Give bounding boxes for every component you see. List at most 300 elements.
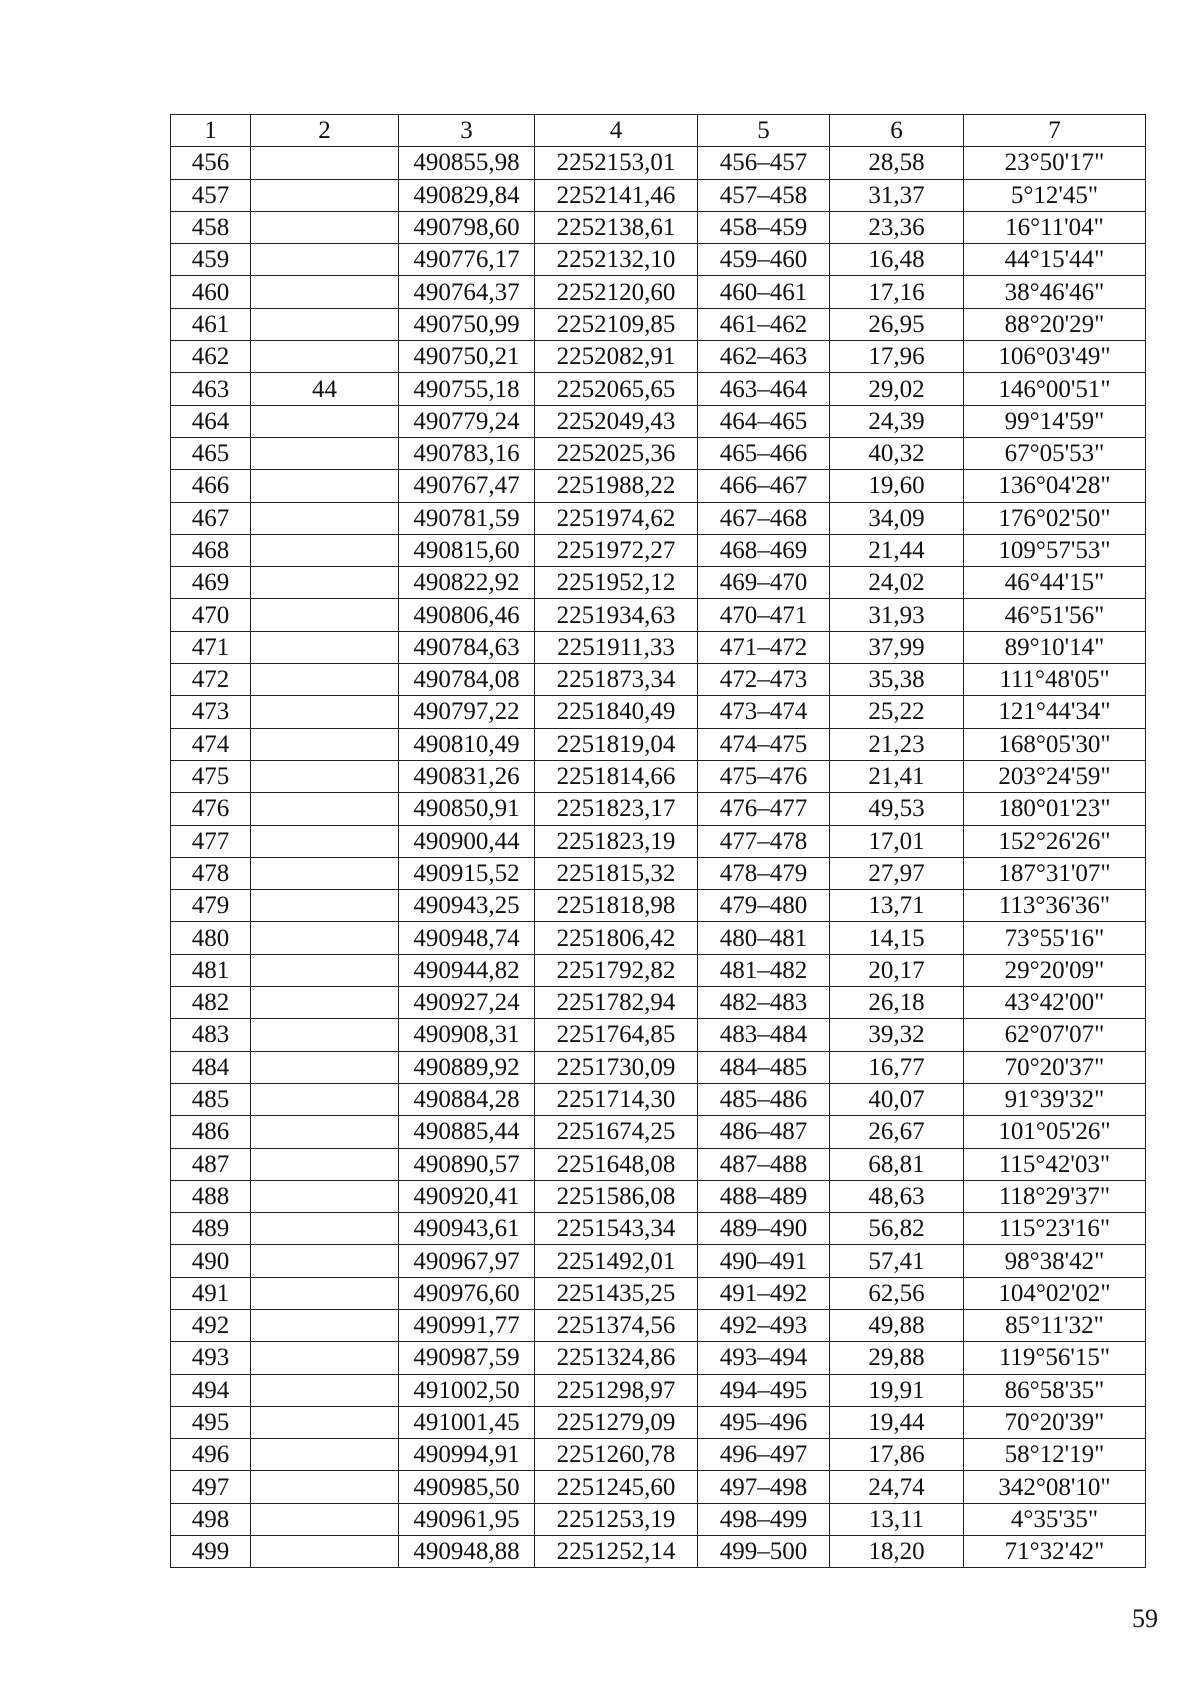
table-cell: 459 (171, 244, 251, 276)
table-cell: 2251260,78 (535, 1439, 698, 1471)
table-cell: 470 (171, 599, 251, 631)
table-cell: 490985,50 (399, 1471, 535, 1503)
table-cell: 481 (171, 954, 251, 986)
table-cell: 493 (171, 1342, 251, 1374)
table-cell: 466–467 (698, 470, 830, 502)
table-row (171, 1051, 1146, 1083)
table-cell: 35,38 (830, 664, 964, 696)
table-cell: 49,53 (830, 793, 964, 825)
table-cell: 490797,22 (399, 696, 535, 728)
table-row (171, 470, 1146, 502)
table-cell: 2252120,60 (535, 276, 698, 308)
table-header-row (171, 115, 1146, 147)
table-cell: 24,02 (830, 567, 964, 599)
table-cell: 2251814,66 (535, 760, 698, 792)
table-row (171, 728, 1146, 760)
table-cell (251, 211, 399, 243)
table-cell (251, 890, 399, 922)
table-cell: 496–497 (698, 1439, 830, 1471)
table-cell: 490915,52 (399, 857, 535, 889)
table-cell: 492 (171, 1309, 251, 1341)
table-cell: 490783,16 (399, 437, 535, 469)
table-cell: 342°08'10" (964, 1471, 1146, 1503)
table-cell: 37,99 (830, 631, 964, 663)
table-cell: 494 (171, 1374, 251, 1406)
table-cell (251, 567, 399, 599)
table-cell: 482–483 (698, 987, 830, 1019)
table-cell (251, 1213, 399, 1245)
table-cell: 2251492,01 (535, 1245, 698, 1277)
table-cell: 479–480 (698, 890, 830, 922)
table-cell: 34,09 (830, 502, 964, 534)
table-cell: 490750,21 (399, 341, 535, 373)
table-cell: 477–478 (698, 825, 830, 857)
table-cell: 485 (171, 1083, 251, 1115)
table-cell: 57,41 (830, 1245, 964, 1277)
coordinates-table (170, 114, 1146, 1568)
table-cell: 482 (171, 987, 251, 1019)
table-cell: 16,77 (830, 1051, 964, 1083)
table-cell: 462 (171, 341, 251, 373)
table-cell: 26,18 (830, 987, 964, 1019)
table-cell: 2251806,42 (535, 922, 698, 954)
table-row (171, 437, 1146, 469)
table-cell: 473 (171, 696, 251, 728)
table-cell (251, 1116, 399, 1148)
table-cell: 458–459 (698, 211, 830, 243)
table-cell: 464–465 (698, 405, 830, 437)
table-row (171, 567, 1146, 599)
table-cell: 494–495 (698, 1374, 830, 1406)
table-cell (251, 857, 399, 889)
table-cell: 2251253,19 (535, 1503, 698, 1535)
table-cell (251, 825, 399, 857)
table-cell: 490 (171, 1245, 251, 1277)
table-row (171, 147, 1146, 179)
table-row (171, 1406, 1146, 1438)
table-cell: 23°50'17" (964, 147, 1146, 179)
table-row (171, 825, 1146, 857)
table-cell: 493–494 (698, 1342, 830, 1374)
table-cell: 490810,49 (399, 728, 535, 760)
table-cell: 469 (171, 567, 251, 599)
table-cell: 16,48 (830, 244, 964, 276)
table-cell: 26,67 (830, 1116, 964, 1148)
table-cell: 119°56'15" (964, 1342, 1146, 1374)
table-cell: 104°02'02" (964, 1277, 1146, 1309)
table-cell: 2251298,97 (535, 1374, 698, 1406)
table-cell: 21,41 (830, 760, 964, 792)
table-cell: 490967,97 (399, 1245, 535, 1277)
table-cell: 490855,98 (399, 147, 535, 179)
table-cell: 68,81 (830, 1148, 964, 1180)
table-cell: 2252109,85 (535, 308, 698, 340)
table-cell: 488–489 (698, 1180, 830, 1212)
table-cell: 29,02 (830, 373, 964, 405)
table-cell: 2251911,33 (535, 631, 698, 663)
table-cell: 463–464 (698, 373, 830, 405)
table-cell: 484 (171, 1051, 251, 1083)
table-cell: 29,88 (830, 1342, 964, 1374)
table-cell (251, 1342, 399, 1374)
table-cell: 490991,77 (399, 1309, 535, 1341)
table-cell: 4°35'35" (964, 1503, 1146, 1535)
table-cell: 456 (171, 147, 251, 179)
table-cell: 118°29'37" (964, 1180, 1146, 1212)
table-cell: 457 (171, 179, 251, 211)
table-cell: 484–485 (698, 1051, 830, 1083)
table-cell: 457–458 (698, 179, 830, 211)
table-row (171, 1342, 1146, 1374)
table-row (171, 341, 1146, 373)
table-cell: 2251840,49 (535, 696, 698, 728)
table-row (171, 1309, 1146, 1341)
table-cell: 490987,59 (399, 1342, 535, 1374)
table-cell: 463 (171, 373, 251, 405)
table-cell (251, 179, 399, 211)
table-cell: 2251714,30 (535, 1083, 698, 1115)
table-cell (251, 1536, 399, 1568)
table-cell: 73°55'16" (964, 922, 1146, 954)
table-cell: 67°05'53" (964, 437, 1146, 469)
table-cell: 2251648,08 (535, 1148, 698, 1180)
table-row (171, 308, 1146, 340)
table-cell: 474 (171, 728, 251, 760)
table-cell: 460–461 (698, 276, 830, 308)
table-cell: 17,86 (830, 1439, 964, 1471)
table-cell: 5°12'45" (964, 179, 1146, 211)
table-cell (251, 502, 399, 534)
table-cell (251, 1180, 399, 1212)
table-cell: 44 (251, 373, 399, 405)
table-cell (251, 599, 399, 631)
table-cell: 91°39'32" (964, 1083, 1146, 1115)
table-cell: 2252065,65 (535, 373, 698, 405)
table-row (171, 534, 1146, 566)
table-cell: 485–486 (698, 1083, 830, 1115)
table-row (171, 1019, 1146, 1051)
table-cell: 476–477 (698, 793, 830, 825)
table-row (171, 760, 1146, 792)
table-cell: 31,93 (830, 599, 964, 631)
table-cell (251, 534, 399, 566)
table-cell (251, 922, 399, 954)
table-cell: 489–490 (698, 1213, 830, 1245)
table-cell: 113°36'36" (964, 890, 1146, 922)
table-cell: 2251873,34 (535, 664, 698, 696)
table-cell (251, 341, 399, 373)
table-cell: 490884,28 (399, 1083, 535, 1115)
table-row (171, 1180, 1146, 1212)
table-cell: 499 (171, 1536, 251, 1568)
table-cell: 490822,92 (399, 567, 535, 599)
table-cell: 490850,91 (399, 793, 535, 825)
table-row (171, 1148, 1146, 1180)
table-cell: 62,56 (830, 1277, 964, 1309)
table-cell: 490755,18 (399, 373, 535, 405)
table-cell: 2251815,32 (535, 857, 698, 889)
table-cell: 475 (171, 760, 251, 792)
table-cell: 479 (171, 890, 251, 922)
table-cell: 490976,60 (399, 1277, 535, 1309)
table-cell (251, 244, 399, 276)
table-cell: 490961,95 (399, 1503, 535, 1535)
table-cell: 488 (171, 1180, 251, 1212)
table-cell (251, 147, 399, 179)
column-header-5: 5 (698, 115, 830, 147)
table-cell (251, 1374, 399, 1406)
table-cell: 486–487 (698, 1116, 830, 1148)
table-cell: 31,37 (830, 179, 964, 211)
table-cell: 24,39 (830, 405, 964, 437)
table-cell: 46°51'56" (964, 599, 1146, 631)
table-cell (251, 987, 399, 1019)
table-cell: 2251952,12 (535, 567, 698, 599)
table-cell: 2251818,98 (535, 890, 698, 922)
table-cell: 27,97 (830, 857, 964, 889)
table-row (171, 1116, 1146, 1148)
table-cell: 2251252,14 (535, 1536, 698, 1568)
table-cell: 465–466 (698, 437, 830, 469)
table-cell: 98°38'42" (964, 1245, 1146, 1277)
table-cell (251, 664, 399, 696)
table-cell: 2252141,46 (535, 179, 698, 211)
column-header-7: 7 (964, 115, 1146, 147)
table-cell: 2252082,91 (535, 341, 698, 373)
table-cell: 106°03'49" (964, 341, 1146, 373)
table-cell: 470–471 (698, 599, 830, 631)
table-cell: 2251823,19 (535, 825, 698, 857)
table-cell: 19,60 (830, 470, 964, 502)
table-cell: 2251374,56 (535, 1309, 698, 1341)
table-cell: 70°20'39" (964, 1406, 1146, 1438)
table-cell: 490831,26 (399, 760, 535, 792)
table-cell: 490927,24 (399, 987, 535, 1019)
table-row (171, 1536, 1146, 1568)
table-cell: 24,74 (830, 1471, 964, 1503)
table-cell (251, 1083, 399, 1115)
table-cell: 88°20'29" (964, 308, 1146, 340)
table-row (171, 793, 1146, 825)
table-cell: 490948,88 (399, 1536, 535, 1568)
table-cell (251, 696, 399, 728)
table-cell: 483–484 (698, 1019, 830, 1051)
table-cell: 461–462 (698, 308, 830, 340)
table-cell: 466 (171, 470, 251, 502)
table-cell: 2252049,43 (535, 405, 698, 437)
table-cell: 474–475 (698, 728, 830, 760)
table-cell: 490798,60 (399, 211, 535, 243)
table-cell: 490784,08 (399, 664, 535, 696)
table-cell: 16°11'04" (964, 211, 1146, 243)
table-cell: 2251974,62 (535, 502, 698, 534)
table-cell: 89°10'14" (964, 631, 1146, 663)
table-cell (251, 437, 399, 469)
table-cell: 28,58 (830, 147, 964, 179)
table-row (171, 1245, 1146, 1277)
table-body (171, 147, 1146, 1568)
table-cell: 471–472 (698, 631, 830, 663)
table-cell (251, 1471, 399, 1503)
table-cell: 2251586,08 (535, 1180, 698, 1212)
table-cell: 472–473 (698, 664, 830, 696)
table-cell: 187°31'07" (964, 857, 1146, 889)
table-cell: 490948,74 (399, 922, 535, 954)
table-cell: 62°07'07" (964, 1019, 1146, 1051)
table-row (171, 373, 1146, 405)
table-cell: 490943,25 (399, 890, 535, 922)
table-cell: 14,15 (830, 922, 964, 954)
table-cell: 491 (171, 1277, 251, 1309)
table-cell (251, 728, 399, 760)
table-cell: 99°14'59" (964, 405, 1146, 437)
table-cell: 115°42'03" (964, 1148, 1146, 1180)
table-cell: 21,23 (830, 728, 964, 760)
table-cell: 496 (171, 1439, 251, 1471)
table-cell (251, 1051, 399, 1083)
table-cell: 2252025,36 (535, 437, 698, 469)
table-cell: 2252138,61 (535, 211, 698, 243)
table-cell: 490943,61 (399, 1213, 535, 1245)
table-cell: 471 (171, 631, 251, 663)
table-cell (251, 276, 399, 308)
table-cell: 481–482 (698, 954, 830, 986)
table-cell: 464 (171, 405, 251, 437)
table-cell: 490779,24 (399, 405, 535, 437)
table-cell: 2251934,63 (535, 599, 698, 631)
table-cell: 49,88 (830, 1309, 964, 1341)
table-cell: 152°26'26" (964, 825, 1146, 857)
table-cell: 462–463 (698, 341, 830, 373)
table-cell: 2251972,27 (535, 534, 698, 566)
table-cell: 2251823,17 (535, 793, 698, 825)
table-cell: 467–468 (698, 502, 830, 534)
table-cell: 2251435,25 (535, 1277, 698, 1309)
table-row (171, 1471, 1146, 1503)
table-row (171, 922, 1146, 954)
table-cell: 456–457 (698, 147, 830, 179)
table-row (171, 1503, 1146, 1535)
table-cell: 86°58'35" (964, 1374, 1146, 1406)
table-cell: 121°44'34" (964, 696, 1146, 728)
table-cell: 490784,63 (399, 631, 535, 663)
table-cell: 491002,50 (399, 1374, 535, 1406)
table-cell (251, 405, 399, 437)
table-row (171, 631, 1146, 663)
table-cell: 29°20'09" (964, 954, 1146, 986)
table-cell (251, 1245, 399, 1277)
table-cell: 497–498 (698, 1471, 830, 1503)
table-cell (251, 1019, 399, 1051)
page-number: 59 (1132, 1604, 1158, 1633)
table-row (171, 1439, 1146, 1471)
table-cell: 495 (171, 1406, 251, 1438)
table-cell: 467 (171, 502, 251, 534)
table-cell: 43°42'00" (964, 987, 1146, 1019)
table-row (171, 890, 1146, 922)
table-cell (251, 1503, 399, 1535)
table-cell: 101°05'26" (964, 1116, 1146, 1148)
table-cell (251, 1277, 399, 1309)
table-cell: 2251324,86 (535, 1342, 698, 1374)
table-cell: 468–469 (698, 534, 830, 566)
table-cell: 2252132,10 (535, 244, 698, 276)
table-cell: 180°01'23" (964, 793, 1146, 825)
table-cell: 2251819,04 (535, 728, 698, 760)
table-cell: 17,16 (830, 276, 964, 308)
table-cell: 499–500 (698, 1536, 830, 1568)
table-cell: 490908,31 (399, 1019, 535, 1051)
table-cell: 476 (171, 793, 251, 825)
table-row (171, 1213, 1146, 1245)
table-cell: 460 (171, 276, 251, 308)
table-cell: 85°11'32" (964, 1309, 1146, 1341)
table-cell: 490890,57 (399, 1148, 535, 1180)
table-cell: 2251792,82 (535, 954, 698, 986)
table-row (171, 179, 1146, 211)
table-cell: 477 (171, 825, 251, 857)
table-cell: 2251674,25 (535, 1116, 698, 1148)
table-cell: 44°15'44" (964, 244, 1146, 276)
table-cell: 490829,84 (399, 179, 535, 211)
table-cell: 483 (171, 1019, 251, 1051)
table-cell: 487 (171, 1148, 251, 1180)
table-cell: 168°05'30" (964, 728, 1146, 760)
table-cell (251, 1439, 399, 1471)
table-cell: 2251782,94 (535, 987, 698, 1019)
table-cell: 13,11 (830, 1503, 964, 1535)
table-cell: 2251988,22 (535, 470, 698, 502)
table-cell: 478–479 (698, 857, 830, 889)
table-cell: 26,95 (830, 308, 964, 340)
table-row (171, 1374, 1146, 1406)
table-row (171, 502, 1146, 534)
table-cell: 490764,37 (399, 276, 535, 308)
table-cell: 2251730,09 (535, 1051, 698, 1083)
table-row (171, 211, 1146, 243)
table-cell (251, 760, 399, 792)
table-cell: 56,82 (830, 1213, 964, 1245)
table-row (171, 1277, 1146, 1309)
table-cell: 490–491 (698, 1245, 830, 1277)
table-cell: 469–470 (698, 567, 830, 599)
table-cell: 176°02'50" (964, 502, 1146, 534)
table-cell: 17,96 (830, 341, 964, 373)
table-cell: 20,17 (830, 954, 964, 986)
table-cell: 490944,82 (399, 954, 535, 986)
table-cell: 109°57'53" (964, 534, 1146, 566)
table-cell: 491001,45 (399, 1406, 535, 1438)
table-cell: 203°24'59" (964, 760, 1146, 792)
table-cell (251, 470, 399, 502)
table-cell: 486 (171, 1116, 251, 1148)
table-row (171, 1083, 1146, 1115)
table-cell: 46°44'15" (964, 567, 1146, 599)
table-cell: 21,44 (830, 534, 964, 566)
table-cell (251, 631, 399, 663)
table-cell: 487–488 (698, 1148, 830, 1180)
table-cell: 458 (171, 211, 251, 243)
table-cell: 498–499 (698, 1503, 830, 1535)
table-cell: 475–476 (698, 760, 830, 792)
table-cell: 146°00'51" (964, 373, 1146, 405)
table-cell (251, 793, 399, 825)
table-row (171, 696, 1146, 728)
table-cell: 18,20 (830, 1536, 964, 1568)
table-cell: 459–460 (698, 244, 830, 276)
table-cell: 23,36 (830, 211, 964, 243)
table-cell: 17,01 (830, 825, 964, 857)
